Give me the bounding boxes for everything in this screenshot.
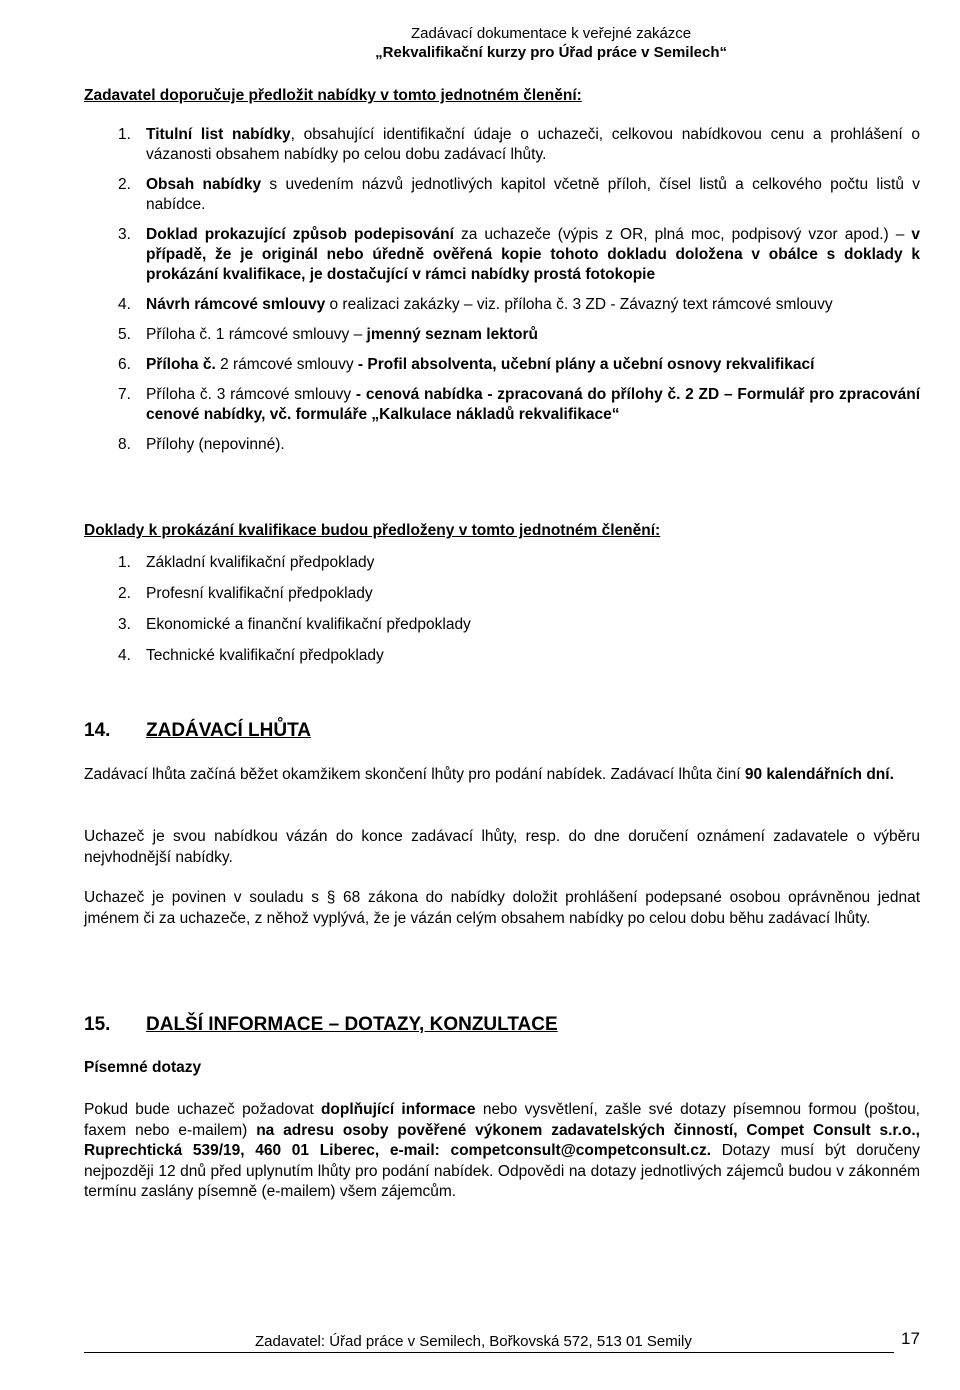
- item-text: Základní kvalifikační předpoklady: [146, 554, 375, 571]
- paragraph-text: nebo vysvětlení, zašle své dotazy písemnou formou (poštou, faxem nebo e-mailem): [84, 1101, 920, 1139]
- item-text: s uvedením názvů jednotlivých kapitol včetně příloh, čísel listů a celkového počtu listů v nabídce.: [146, 176, 920, 213]
- item-text: , obsahující identifikační údaje o uchazeči, celkovou nabídkovou cenu a prohlášení o vázanosti obsahem nabídky po celou dobu zadávací lhůty.: [146, 126, 920, 163]
- item-number: 2.: [118, 585, 131, 602]
- header-subject: „Rekvalifikační kurzy pro Úřad práce v Semilech“: [375, 44, 727, 61]
- item-number: 4.: [118, 647, 131, 664]
- section-title: DALŠÍ INFORMACE – DOTAZY, KONZULTACE: [146, 1014, 558, 1035]
- list-item: [84, 225, 920, 285]
- item-text: o realizaci zakázky – viz. příloha č. 3 ZD - Závazný text rámcové smlouvy: [325, 296, 833, 313]
- subsection-title: Písemné dotazy: [84, 1059, 202, 1076]
- item-text: Ekonomické a finanční kvalifikační předpoklady: [146, 616, 471, 633]
- item-text: Přílohy (nepovinné).: [146, 436, 285, 453]
- list-item: [84, 435, 920, 455]
- paragraph-bold: doplňující informace: [320, 1101, 476, 1118]
- list-item: [84, 355, 920, 375]
- item-number: 6.: [118, 356, 131, 373]
- qualification-intro: Doklady k prokázání kvalifikace budou předloženy v tomto jednotném členění:: [84, 522, 661, 539]
- list-item: [84, 175, 920, 215]
- paragraph: [84, 765, 920, 786]
- list-item: [84, 584, 920, 604]
- item-number: 4.: [118, 296, 131, 313]
- section-15-heading: [84, 1014, 558, 1036]
- section-number: 14.: [84, 720, 111, 741]
- item-number: 3.: [118, 226, 131, 243]
- footer-divider: [84, 1352, 894, 1353]
- item-bold: jmenný seznam lektorů: [366, 326, 538, 343]
- paragraph: [84, 1100, 920, 1203]
- item-lead: Obsah nabídky: [146, 176, 262, 193]
- section-title: ZADÁVACÍ LHŮTA: [146, 720, 311, 741]
- list-item: [84, 295, 920, 315]
- item-bold: Příloha č.: [146, 356, 216, 373]
- list-item: [84, 385, 920, 425]
- item-bold-tail: - Profil absolventa, učební plány a učební osnovy rekvalifikací: [353, 356, 815, 373]
- item-number: 2.: [118, 176, 131, 193]
- item-number: 5.: [118, 326, 131, 343]
- item-text: Profesní kvalifikační předpoklady: [146, 585, 373, 602]
- item-text: Příloha č. 1 rámcové smlouvy –: [146, 326, 367, 343]
- item-text: Technické kvalifikační předpoklady: [146, 647, 384, 664]
- paragraph-text: Zadávací lhůta začíná běžet okamžikem skončení lhůty pro podání nabídek. Zadávací lhůta činí: [84, 766, 745, 783]
- list-item: [84, 125, 920, 165]
- list-item: [84, 646, 920, 666]
- contact-address: na adresu osoby pověřené výkonem zadavatelských činností, Compet Consult s.r.o., Ruprechtická 539/19, 460 01 Liberec, e-mail: competconsult@competconsult.cz.: [84, 1121, 920, 1159]
- paragraph-bold: 90 kalendářních dní.: [744, 766, 894, 783]
- item-number: 1.: [118, 554, 131, 571]
- document-header: [375, 24, 727, 62]
- item-lead: Návrh rámcové smlouvy: [146, 296, 326, 313]
- page-number: 17: [901, 1329, 920, 1348]
- item-text: 2 rámcové smlouvy: [215, 356, 354, 373]
- offer-structure-list: [84, 125, 920, 465]
- paragraph-text: Pokud bude uchazeč požadovat: [84, 1101, 321, 1118]
- item-text: Příloha č. 3 rámcové smlouvy: [146, 386, 356, 403]
- item-tail: v případě, že je originál nebo úředně ověřená kopie tohoto dokladu doložena v obálce s doklady k prokázání kvalifikace, je dostačující v rámci nabídky prostá fotokopie: [146, 226, 920, 283]
- paragraph-text: Dotazy musí být doručeny nejpozději 12 dnů před uplynutím lhůty pro podání nabídek. Odpovědi na dotazy jednotlivých zájemců budou v zákonném termínu zaslány písemně (e-mailem) všem zájemcům.: [84, 1142, 920, 1200]
- item-number: 1.: [118, 126, 131, 143]
- offer-structure-intro: Zadavatel doporučuje předložit nabídky v tomto jednotném členění:: [84, 87, 582, 104]
- paragraph: Uchazeč je povinen v souladu s § 68 zákona do nabídky doložit prohlášení podepsané osobou oprávněnou jednat jménem či za uchazeče, z něhož vyplývá, že je vázán celým obsahem nabídky po celou dobu běhu zadávací lhůty.: [84, 889, 920, 927]
- paragraph: Uchazeč je svou nabídkou vázán do konce zadávací lhůty, resp. do dne doručení oznámení zadavatele o výběru nejvhodnější nabídky.: [84, 828, 920, 866]
- item-bold: - cenová nabídka - zpracovaná do přílohy č. 2 ZD – Formulář pro zpracování cenové nabídky, vč. formuláře „Kalkulace nákladů rekvalifikace“: [146, 386, 921, 423]
- item-number: 8.: [118, 436, 131, 453]
- qualification-list: [84, 553, 920, 677]
- item-number: 3.: [118, 616, 131, 633]
- header-title: Zadávací dokumentace k veřejné zakázce: [411, 25, 692, 42]
- section-14-heading: [84, 720, 311, 742]
- item-number: 7.: [118, 386, 131, 403]
- list-item: [84, 615, 920, 635]
- item-text: za uchazeče (výpis z OR, plná moc, podpisový vzor apod.) –: [453, 226, 912, 243]
- item-lead: Doklad prokazující způsob podepisování: [146, 226, 454, 243]
- section-number: 15.: [84, 1014, 111, 1035]
- item-lead: Titulní list nabídky: [146, 126, 291, 143]
- list-item: [84, 325, 920, 345]
- list-item: [84, 553, 920, 573]
- footer-text: Zadavatel: Úřad práce v Semilech, Bořkovská 572, 513 01 Semily: [255, 1333, 692, 1350]
